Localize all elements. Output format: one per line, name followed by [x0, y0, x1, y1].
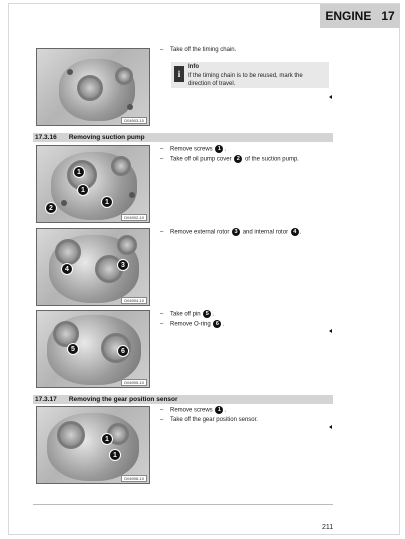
callout-2: 2 — [45, 202, 57, 214]
step-take-off-pin: – Take off pin 5 . — [160, 310, 214, 318]
photo-oil-pump-cover — [36, 145, 150, 223]
callout-1-a: 1 — [73, 166, 85, 178]
photo-pin-oring — [36, 310, 150, 388]
info-icon: i — [174, 66, 184, 82]
step-take-off-chain: – Take off the timing chain. — [160, 47, 237, 53]
callout-3: 3 — [117, 259, 129, 271]
callout-1-b: 1 — [109, 449, 121, 461]
page-number: 211 — [322, 524, 334, 531]
chapter-title: ENGINE — [325, 9, 372, 23]
image-code: D04904-10 — [121, 297, 147, 304]
section-heading-pump — [33, 133, 333, 142]
callout-5: 5 — [67, 343, 79, 355]
image-code: D04902-10 — [121, 214, 147, 221]
callout-4: 4 — [61, 263, 73, 275]
step-remove-rotors: – Remove external rotor 3 and internal rotor 4 . — [160, 228, 302, 236]
section-heading-sensor — [33, 395, 333, 404]
callout-1-a: 1 — [101, 433, 113, 445]
end-of-procedure-icon — [329, 425, 332, 429]
image-code: D04903-10 — [121, 117, 147, 124]
callout-6: 6 — [117, 345, 129, 357]
chapter-tab — [320, 4, 400, 28]
end-of-procedure-icon — [329, 329, 332, 333]
image-code: D04906-10 — [121, 475, 147, 482]
end-of-procedure-icon — [329, 95, 332, 99]
image-code: D04905-10 — [121, 379, 147, 386]
info-box — [171, 62, 329, 88]
photo-gear-position-sensor — [36, 406, 150, 484]
section-number: 17.3.17 — [35, 396, 57, 403]
footer-rule — [33, 504, 333, 505]
info-title: Info — [188, 64, 199, 70]
section-title: Removing the gear position sensor — [68, 396, 178, 403]
photo-rotors — [36, 228, 150, 306]
step-remove-screws: – Remove screws 1 . — [160, 145, 227, 153]
step-remove-oring: – Remove O-ring 6 . — [160, 320, 225, 328]
step-remove-sensor-screws: – Remove screws 1 . — [160, 406, 227, 414]
section-number: 17.3.16 — [35, 134, 57, 141]
step-take-off-sensor: – Take off the gear position sensor. — [160, 417, 258, 423]
section-title: Removing suction pump — [68, 134, 145, 141]
callout-1-c: 1 — [101, 196, 113, 208]
photo-timing-chain — [36, 48, 150, 126]
chapter-number: 17 — [381, 9, 395, 23]
step-take-off-cover: – Take off oil pump cover 2 of the suction pump. — [160, 155, 299, 163]
callout-1-b: 1 — [77, 184, 89, 196]
info-text: If the timing chain is to be reused, mark the direction of travel. — [188, 73, 303, 87]
